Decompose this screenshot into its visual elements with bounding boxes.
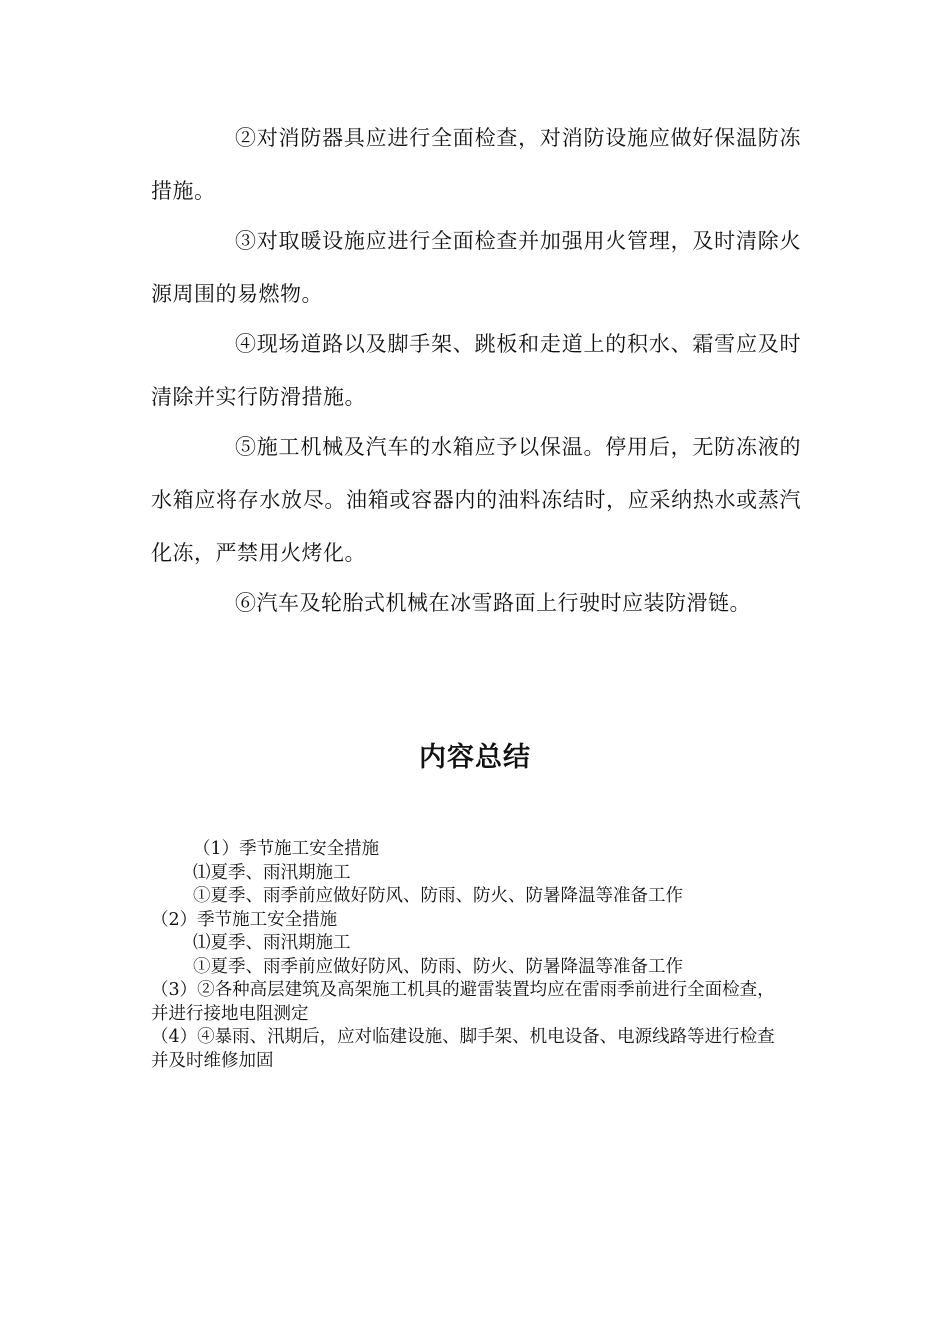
summary-line: ⑴夏季、雨汛期施工 <box>193 862 351 883</box>
summary-line: ①夏季、雨季前应做好防风、防雨、防火、防暑降温等准备工作 <box>193 886 683 906</box>
summary-line: ①夏季、雨季前应做好防风、防雨、防火、防暑降温等准备工作 <box>193 956 683 977</box>
summary-line: （2）季节施工安全措施 <box>151 909 338 930</box>
body-paragraph: ⑥汽车及轮胎式机械在冰雪路面上行驶时应装防滑链。 <box>235 591 751 615</box>
summary-line: （1）季节施工安全措施 <box>193 839 380 859</box>
body-paragraph: ②对消防器具应进行全面检查，对消防设施应做好保温防冻措施。 <box>151 126 801 203</box>
body-paragraph: ⑤施工机械及汽车的水箱应予以保温。停用后，无防冻液的水箱应将存水放尽。油箱或容器内的油料冻结时，应采纳热水或蒸汽化冻，严禁用火烤化。 <box>151 435 801 565</box>
body-paragraph: ③对取暖设施应进行全面检查并加强用火管理，及时清除火源周围的易燃物。 <box>151 229 801 306</box>
summary-title: 内容总结 <box>419 742 531 773</box>
summary-line: （4）④暴雨、汛期后，应对临建设施、脚手架、机电设备、电源线路等进行检查并及时维修加固 <box>151 1027 775 1071</box>
summary-line: （3）②各种高层建筑及高架施工机具的避雷装置均应在雷雨季前进行全面检查，并进行接地电阻测定 <box>151 980 775 1024</box>
summary-line: ⑴夏季、雨汛期施工 <box>193 933 351 953</box>
body-paragraph: ④现场道路以及脚手架、跳板和走道上的积水、霜雪应及时清除并实行防滑措施。 <box>151 332 801 409</box>
summary-block <box>151 838 791 1073</box>
